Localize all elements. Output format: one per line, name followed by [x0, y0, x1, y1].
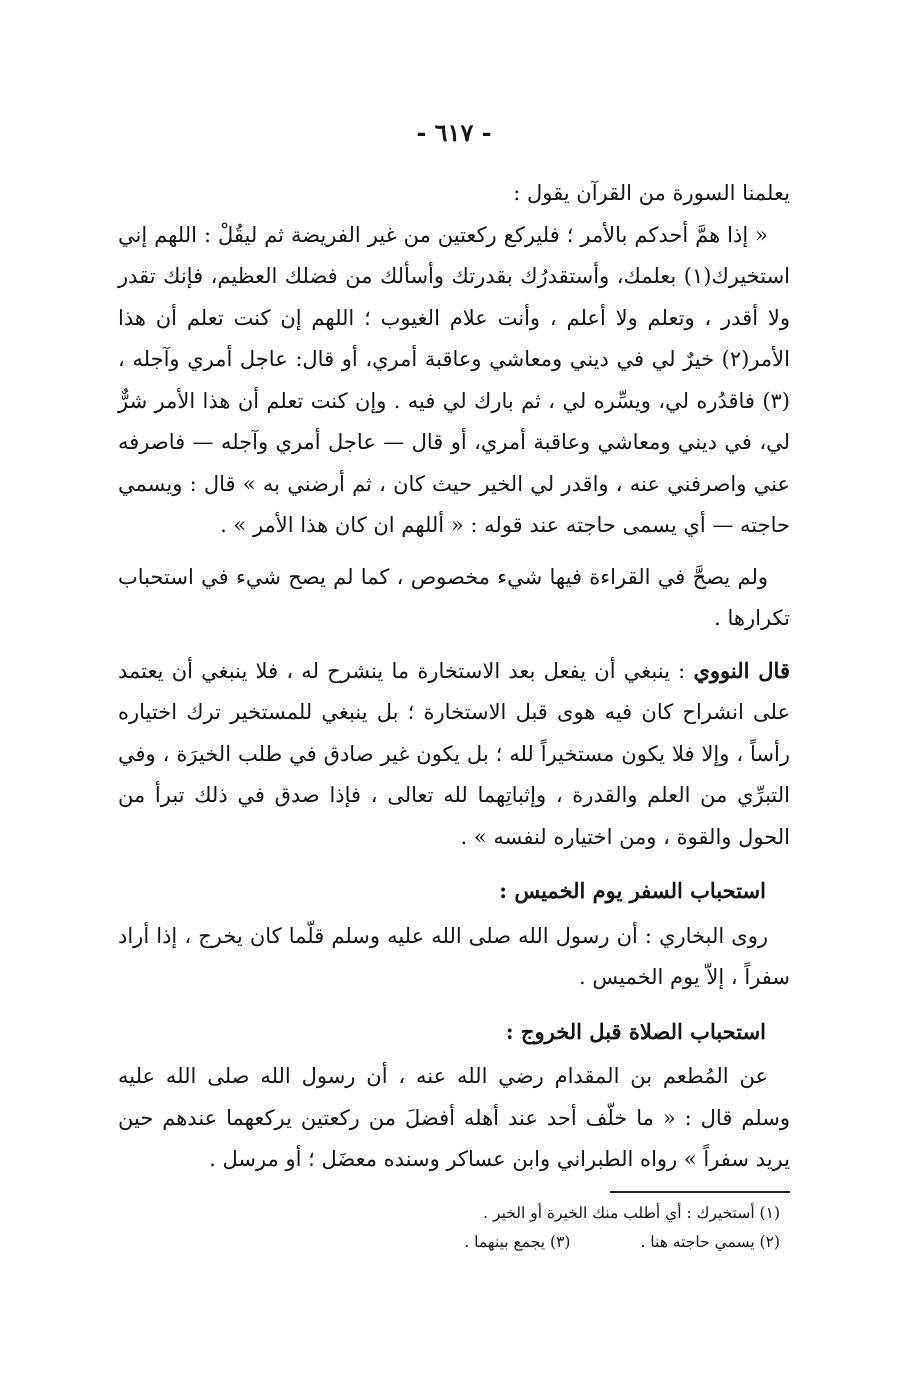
section-heading-prayer-before-leaving: استحباب الصلاة قبل الخروج :	[505, 1018, 766, 1044]
footnote-1: (١) أستخيرك : أي أطلب منك الخيرة أو الخير .	[483, 1203, 780, 1222]
bukhari-paragraph: روى البخاري : أن رسول الله صلى الله عليه وسلم قلّما كان يخرج ، إذا أراد سفراً ، إلاّ يوم الخميس .	[118, 923, 790, 989]
footnote-row-2-3	[118, 1228, 780, 1257]
footnotes	[118, 1199, 790, 1257]
recitation-paragraph: ولم يصحَّ في القراءة فيها شيء مخصوص ، كما لم يصح شيء في استحباب تكرارها .	[118, 564, 790, 630]
nawawi-paragraph	[118, 650, 790, 859]
footnote-divider	[610, 1191, 790, 1193]
section-heading-thursday-travel: استحباب السفر يوم الخميس :	[499, 878, 766, 903]
footnote-2: (٢) يسمي حاجته هنا .	[640, 1232, 780, 1251]
page-number: - ٦١٧ -	[416, 118, 492, 147]
mutim-paragraph: عن المُطعم بن المقدام رضي الله عنه ، أن رسول الله صلى الله عليه وسلم قال : « ما خلّف أحد عند أهله أفضلَ من ركعتين يركعهما عندهم حين يريد سفراً » رواه الطبراني وابن عساكر وسنده معضَل ؛ أو مرسل .	[118, 1064, 790, 1171]
nawawi-lead: قال النووي	[693, 657, 790, 683]
nawawi-text: : ينبغي أن يفعل بعد الاستخارة ما ينشرح له ، فلا ينبغي أن يعتمد على انشراح كان فيه هوى قبل الاستخارة ؛ بل ينبغي للمستخير ترك اختياره رأساً ، وإلا فلا يكون مستخيراً لله ؛ بل يكون غير صادق في طلب الخيرَة ، وفي التبرِّي من العلم والقدرة ، وإثباتِهما لله تعالى ، فإذا صدق في ذلك تبرأ من الحول والقوة ، ومن اختياره لنفسه » .	[118, 658, 790, 849]
intro-paragraph: يعلمنا السورة من القرآن يقول :	[513, 181, 790, 205]
footnote-3: (٣) يجمع بينهما .	[464, 1232, 571, 1251]
hadith-istikhara-paragraph: « إذا همَّ أحدكم بالأمر ؛ فليركع ركعتين من غير الفريضة ثم ليقُلْ : اللهم إني استخيرك(١) بعلمك، وأستقدرُك بقدرتك وأسألك من فضلك العظيم، فإنك تقدر ولا أقدر ، وتعلم ولا أعلم ، وأنت علام الغيوب ؛ اللهم إن كنت تعلم أن هذا الأمر(٢) خيرٌ لي في ديني ومعاشي وعاقبة أمري، أو قال: عاجل أمري وآجله ، (٣) فاقدُره لي، ويسِّره لي ، ثم بارك لي فيه . وإن كنت تعلم أن هذا الأمر شرٌّ لي، في ديني ومعاشي وعاقبة أمري، أو قال — عاجل أمري وآجله — فاصرفه عني واصرفني عنه ، واقدر لي الخير حيث كان ، ثم أرضني به » قال : ويسمي حاجته — أي يسمى حاجته عند قوله : « أللهم ان كان هذا الأمر » .	[118, 222, 790, 537]
book-page	[118, 118, 790, 1257]
